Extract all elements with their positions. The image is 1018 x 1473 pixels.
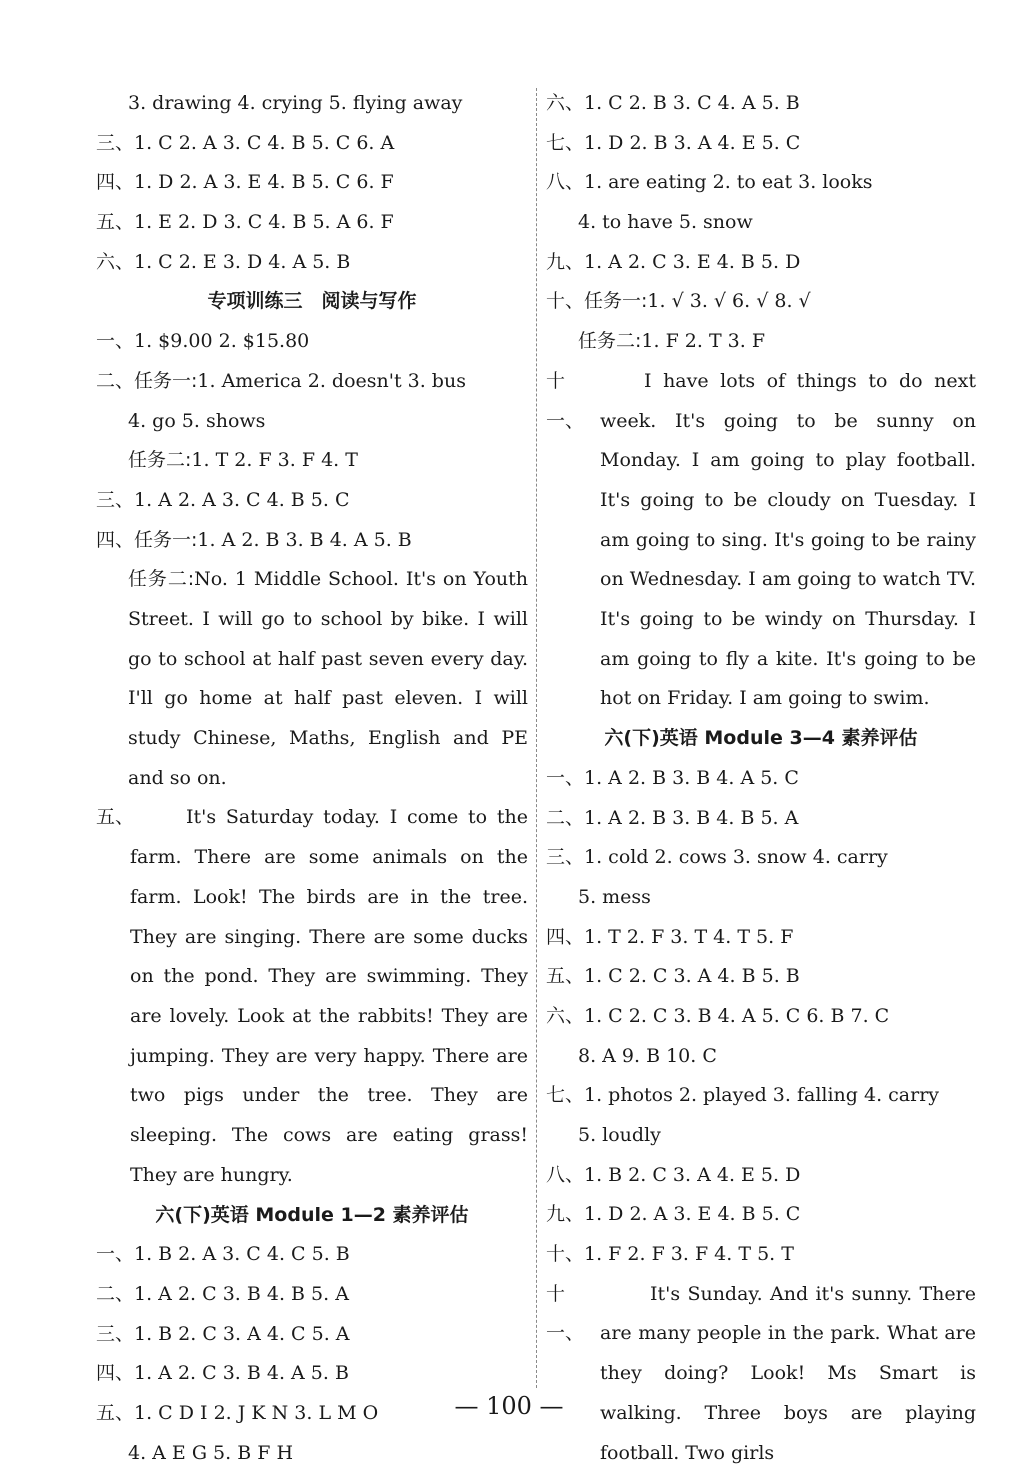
answers: 1. A 2. C 3. B 4. B 5. A (134, 1282, 349, 1305)
paragraph-text: No. 1 Middle School. It's on Youth Street. I will go to school by bike. I will go to school at half past seven every day. I'll go home at half past eleven. I will study Chinese, Maths, English and PE and so on. (128, 568, 528, 789)
answer-line (96, 124, 528, 164)
task-label: 任务二: (128, 449, 192, 472)
answer-line (546, 957, 976, 997)
section-label: 六、 (96, 250, 135, 273)
section-label: 一、 (96, 330, 135, 353)
answer-line (546, 1156, 976, 1196)
answer-line (96, 1275, 528, 1315)
section-label: 十、 (546, 290, 585, 313)
answer-line (546, 799, 976, 839)
section-label: 四、 (546, 925, 585, 948)
answer-line (546, 997, 976, 1037)
writing-paragraph (96, 560, 528, 798)
section-label: 五、 (96, 211, 135, 234)
answer-line (546, 1076, 976, 1116)
answer-line: 5. mess (578, 885, 651, 908)
answer-line (96, 1315, 528, 1355)
answer-line (96, 203, 528, 243)
section-label: 四、 (96, 1362, 135, 1385)
section-label: 十、 (546, 1243, 585, 1266)
task-label: 任务一: (134, 369, 198, 392)
answer-line (96, 481, 528, 521)
section-label: 七、 (546, 1084, 585, 1107)
column-divider (536, 88, 537, 1388)
section-heading: 六(下)英语 Module 1—2 素养评估 (155, 1203, 469, 1226)
section-label: 一、 (546, 766, 585, 789)
section-label: 六、 (546, 1004, 585, 1027)
section-label: 一、 (96, 1243, 135, 1266)
answers: 1. T 2. F 3. F 4. T (191, 449, 358, 472)
section-label: 九、 (546, 250, 585, 273)
answers: 1. A 2. B 3. B 4. B 5. A (584, 806, 799, 829)
answers: 1. B 2. A 3. C 4. C 5. B (134, 1243, 350, 1266)
section-label: 七、 (546, 131, 585, 154)
section-label: 二、 (546, 806, 585, 829)
answer-line: 3. drawing 4. crying 5. flying away (128, 92, 463, 114)
answers: 1. F 2. T 3. F (641, 330, 766, 353)
answers: 1. D 2. A 3. E 4. B 5. C (584, 1203, 801, 1226)
answers: 1. A 2. B 3. B 4. A 5. B (197, 528, 412, 551)
answer-line (546, 322, 976, 362)
paragraph-text: I have lots of things to do next week. It's going to be sunny on Monday. I am going to play football. It's going to be cloudy on Tuesday. I am going to sing. It's going to be rainy on Wednesday. I am going to watch TV. It's going to be windy on Thursday. I am going to fly a kite. It's going to be hot on Friday. I am going to swim. (600, 369, 976, 710)
writing-entry (546, 362, 976, 719)
section-label: 十一、 (546, 1282, 585, 1345)
answers: 1. D 2. A 3. E 4. B 5. C 6. F (134, 171, 394, 194)
section-label: 八、 (546, 1163, 585, 1186)
answer-line (546, 838, 976, 878)
answer-line (96, 163, 528, 203)
right-column (546, 84, 976, 1473)
answer-line: 4. to have 5. snow (578, 211, 753, 234)
section-heading: 专项训练三 阅读与写作 (207, 290, 417, 313)
answer-line (546, 243, 976, 283)
section-label: 三、 (96, 131, 135, 154)
answer-line (96, 243, 528, 283)
answer-line: 8. A 9. B 10. C (578, 1044, 717, 1067)
answers: 1. America 2. doesn't 3. bus (197, 369, 466, 392)
left-column (96, 84, 528, 1473)
task-label: 任务二: (128, 568, 195, 591)
section-label: 五、 (546, 965, 585, 988)
answer-line (546, 163, 976, 203)
section-label: 六、 (546, 92, 585, 114)
answers: 1. C 2. B 3. C 4. A 5. B (584, 92, 800, 114)
section-label: 四、 (96, 171, 135, 194)
answers: 1. cold 2. cows 3. snow 4. carry (584, 846, 888, 869)
page-number: — 100 — (454, 1392, 564, 1420)
section-label: 三、 (96, 488, 135, 511)
section-label: 二、 (96, 369, 135, 392)
answer-line (96, 1354, 528, 1394)
answers: 1. √ 3. √ 6. √ 8. √ (647, 290, 811, 313)
answer-line: 4. go 5. shows (128, 409, 266, 432)
answers: 1. C 2. E 3. D 4. A 5. B (134, 250, 351, 273)
answers: 1. $9.00 2. $15.80 (134, 330, 310, 353)
answers: 1. E 2. D 3. C 4. B 5. A 6. F (134, 211, 394, 234)
answer-line (546, 84, 976, 124)
answer-line (546, 124, 976, 164)
answers: 1. C 2. C 3. A 4. B 5. B (584, 965, 800, 988)
answers: 1. are eating 2. to eat 3. looks (584, 171, 873, 194)
section-label: 九、 (546, 1203, 585, 1226)
section-label: 十一、 (546, 369, 585, 432)
answer-line (546, 918, 976, 958)
section-label: 三、 (96, 1322, 135, 1345)
answer-line (96, 362, 528, 402)
answers: 1. photos 2. played 3. falling 4. carry (584, 1084, 940, 1107)
paragraph-text: It's Sunday. And it's sunny. There are many people in the park. What are they doing? Look! Ms Smart is walking. Three boys are playing football. Two girls (600, 1282, 976, 1464)
section-label: 八、 (546, 171, 585, 194)
answer-line: 5. loudly (578, 1124, 661, 1147)
answers: 1. C 2. A 3. C 4. B 5. C 6. A (134, 131, 395, 154)
answers: 1. F 2. F 3. F 4. T 5. T (584, 1243, 794, 1266)
task-label: 任务二: (578, 330, 642, 353)
section-label: 三、 (546, 846, 585, 869)
answer-line (96, 1235, 528, 1275)
section-label: 五、 (96, 1401, 135, 1424)
writing-entry (96, 798, 528, 1195)
section-label: 四、 (96, 528, 135, 551)
section-label: 二、 (96, 1282, 135, 1305)
answers: 1. B 2. C 3. A 4. C 5. A (134, 1322, 350, 1345)
task-label: 任务一: (584, 290, 648, 313)
answer-line (546, 759, 976, 799)
answers: 1. A 2. C 3. B 4. A 5. B (134, 1362, 349, 1385)
answers: 1. B 2. C 3. A 4. E 5. D (584, 1163, 801, 1186)
answers: 1. D 2. B 3. A 4. E 5. C (584, 131, 801, 154)
answer-line (96, 521, 528, 561)
answers: 1. A 2. A 3. C 4. B 5. C (134, 488, 350, 511)
answer-line (546, 1195, 976, 1235)
answer-line: 4. A E G 5. B F H (128, 1441, 294, 1464)
answer-line (546, 282, 976, 322)
answers: 1. C 2. C 3. B 4. A 5. C 6. B 7. C (584, 1004, 890, 1027)
answers: 1. A 2. C 3. E 4. B 5. D (584, 250, 801, 273)
answer-line (96, 322, 528, 362)
answers: 1. C D I 2. J K N 3. L M O (134, 1401, 379, 1424)
answer-line (546, 1235, 976, 1275)
section-heading: 六(下)英语 Module 3—4 素养评估 (604, 727, 918, 750)
answer-line (96, 441, 528, 481)
answers: 1. T 2. F 3. T 4. T 5. F (584, 925, 794, 948)
writing-entry (546, 1275, 976, 1473)
answers: 1. A 2. B 3. B 4. A 5. C (584, 766, 799, 789)
section-label: 五、 (96, 806, 135, 829)
task-label: 任务一: (134, 528, 198, 551)
paragraph-text: It's Saturday today. I come to the farm. There are some animals on the farm. Look! The birds are in the tree. They are singing. There are some ducks on the pond. They are swimming. They are lovely. Look at the rabbits! They are jumping. They are very happy. There are two pigs under the tree. They are sleeping. The cows are eating grass! They are hungry. (130, 806, 528, 1186)
